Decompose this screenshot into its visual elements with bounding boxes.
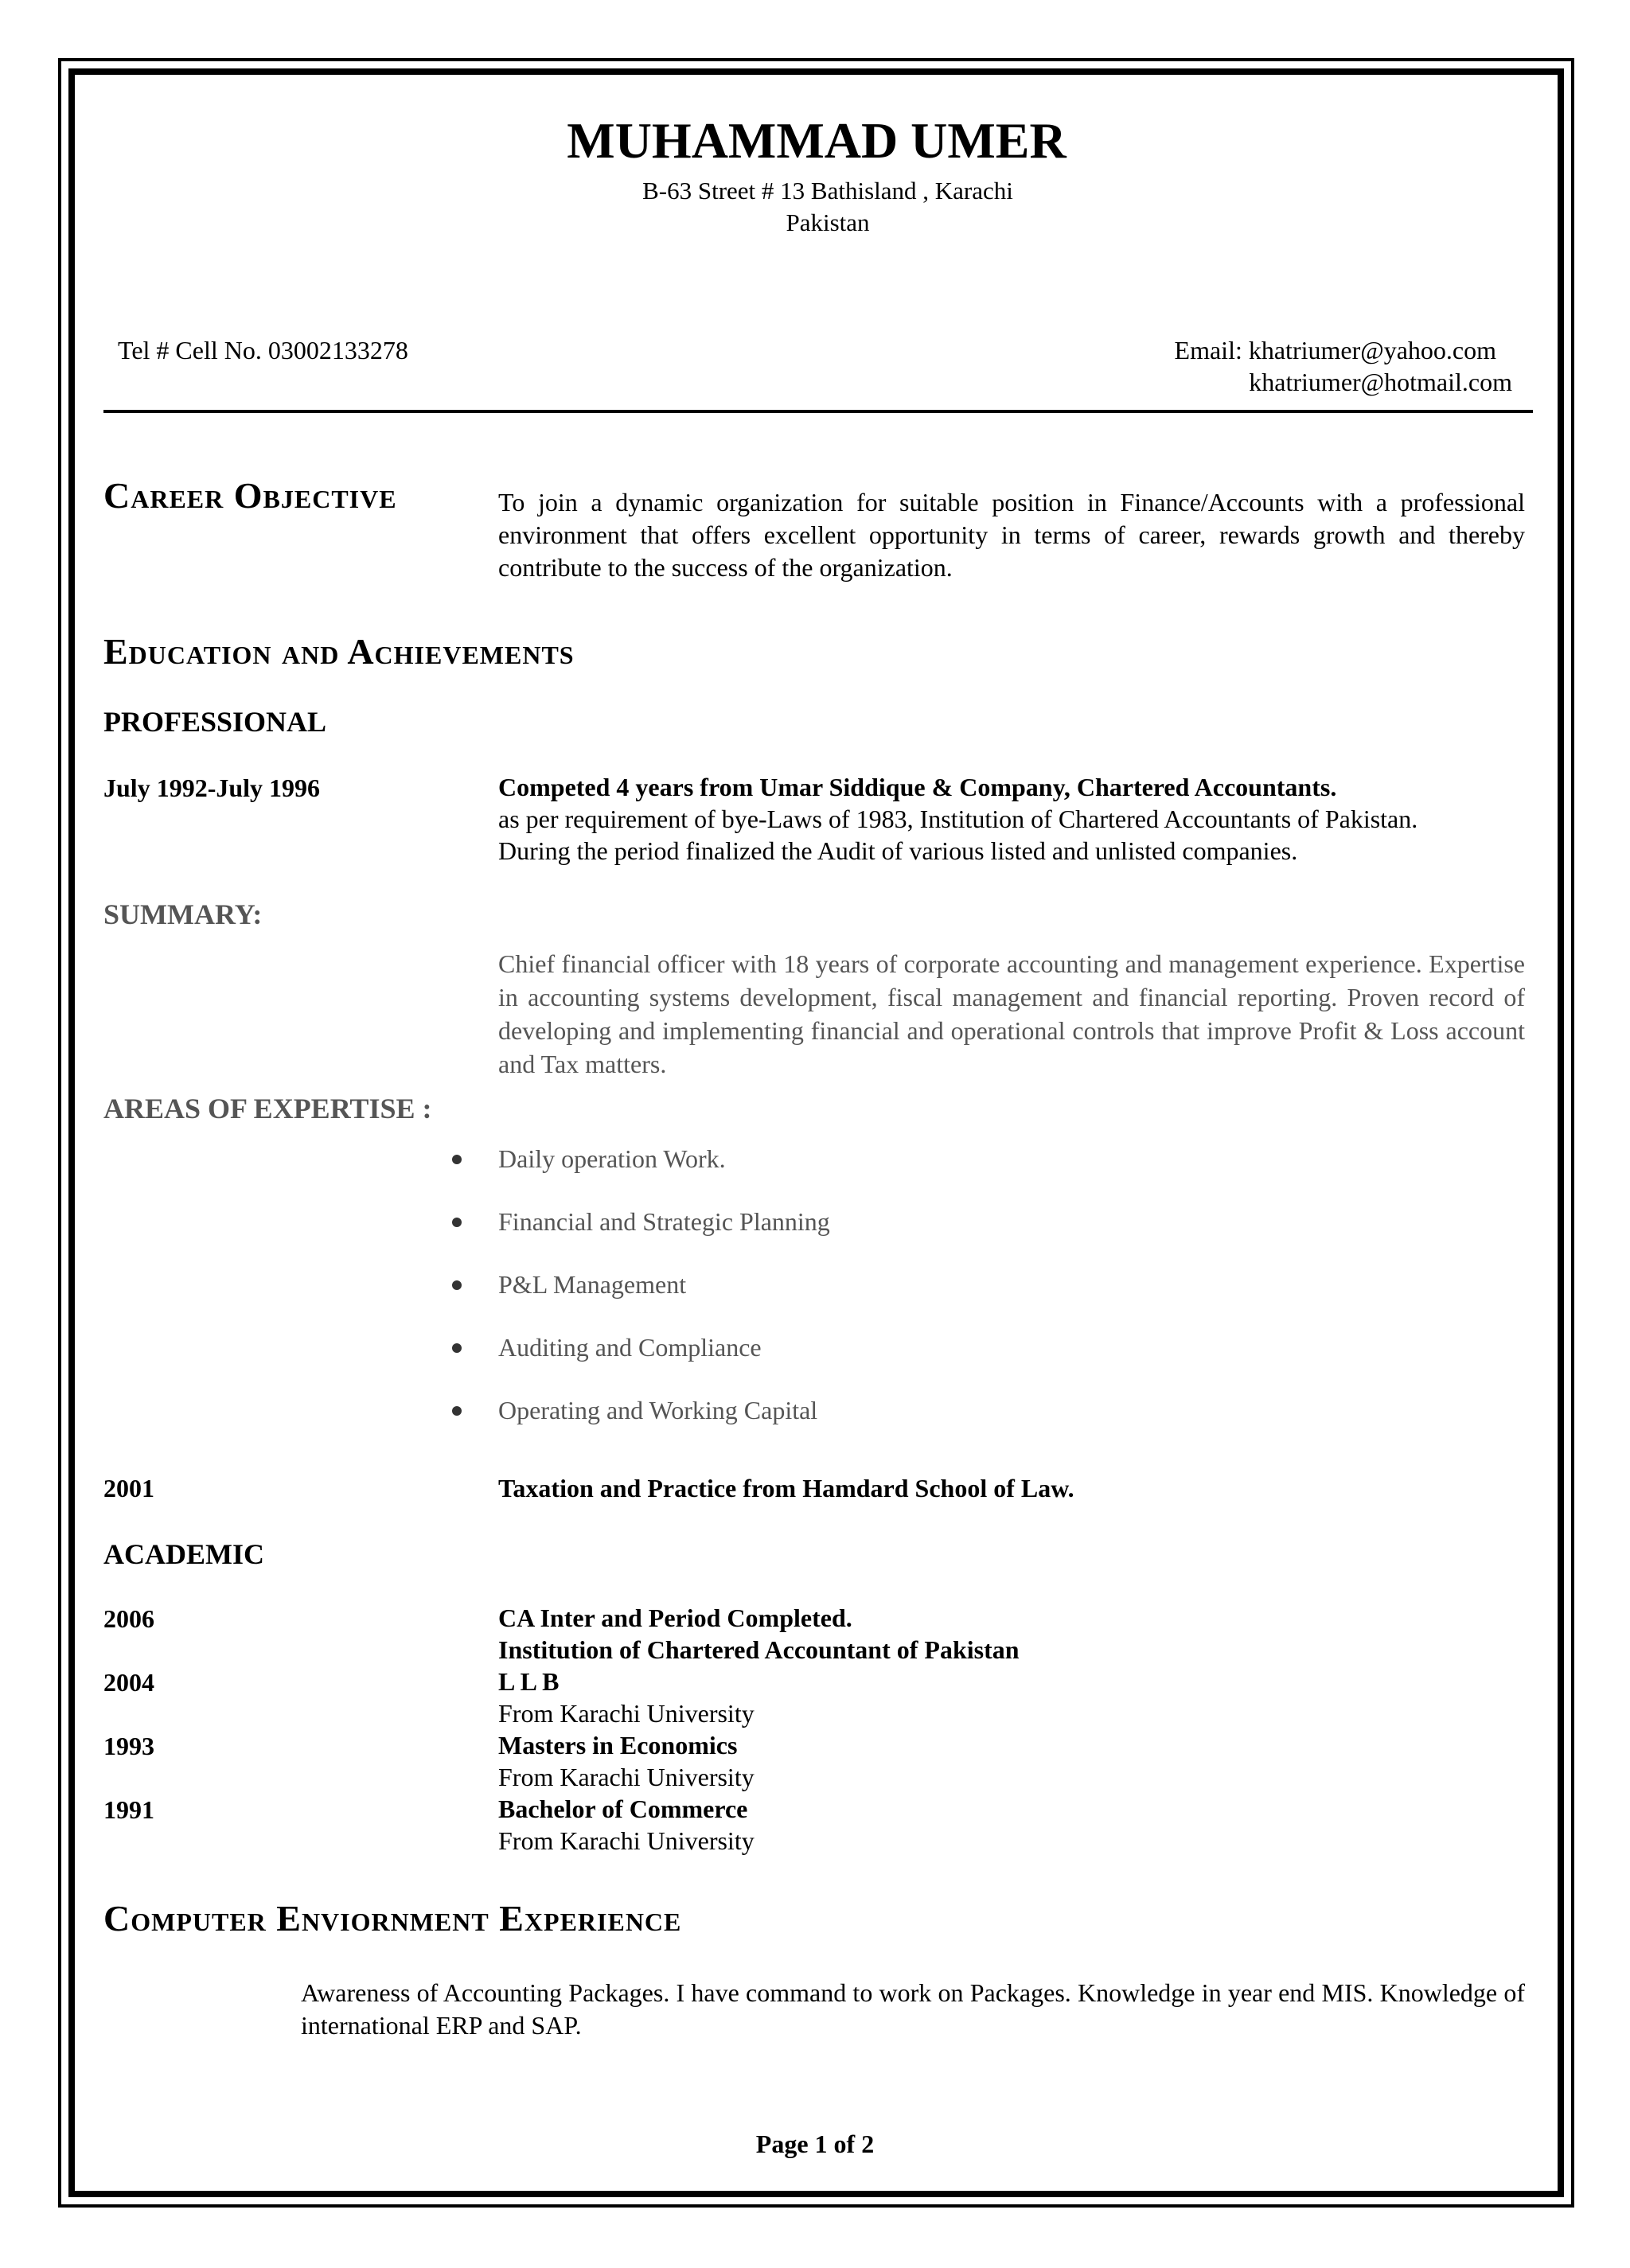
expertise-item: Operating and Working Capital bbox=[498, 1396, 818, 1424]
address-line-2: Pakistan bbox=[786, 208, 870, 236]
academic-line-2: Institution of Chartered Accountant of Pakistan bbox=[498, 1635, 1020, 1664]
telephone: Tel # Cell No. 03002133278 bbox=[118, 336, 408, 364]
address-line-1: B-63 Street # 13 Bathisland , Karachi bbox=[642, 177, 1013, 205]
professional-date: July 1992-July 1996 bbox=[103, 774, 321, 802]
education-title: Education and Achievements bbox=[103, 631, 575, 672]
career-objective-title: Career Objective bbox=[103, 475, 397, 516]
academic-line-2: From Karachi University bbox=[498, 1699, 755, 1728]
academic-line-1: Masters in Economics bbox=[498, 1731, 738, 1759]
bullet-icon bbox=[452, 1280, 462, 1290]
academic-year: 1993 bbox=[103, 1732, 154, 1760]
academic-line-2: From Karachi University bbox=[498, 1763, 755, 1791]
bullet-icon bbox=[452, 1406, 462, 1416]
expertise-item: Auditing and Compliance bbox=[498, 1333, 762, 1362]
page-number: Page 1 of 2 bbox=[755, 2130, 875, 2158]
professional-title: PROFESSIONAL bbox=[103, 706, 327, 738]
bullet-icon bbox=[452, 1218, 462, 1227]
resume-name: MUHAMMAD UMER bbox=[567, 112, 1067, 169]
academic-year: 2004 bbox=[103, 1668, 154, 1697]
bullet-icon bbox=[452, 1343, 462, 1353]
email-primary: Email: khatriumer@yahoo.com bbox=[1174, 336, 1496, 364]
academic-title: ACADEMIC bbox=[103, 1538, 264, 1570]
professional-heading: Competed 4 years from Umar Siddique & Company, Chartered Accountants. bbox=[498, 773, 1337, 801]
taxation-year: 2001 bbox=[103, 1474, 154, 1502]
email-secondary: khatriumer@hotmail.com bbox=[1249, 368, 1512, 396]
taxation-text: Taxation and Practice from Hamdard School of Law. bbox=[498, 1474, 1074, 1502]
professional-line-1: as per requirement of bye-Laws of 1983, Institution of Chartered Accountants of Pakistan. bbox=[498, 805, 1418, 833]
summary-title: SUMMARY: bbox=[103, 898, 263, 930]
expertise-title: AREAS OF EXPERTISE : bbox=[103, 1093, 432, 1124]
expertise-item: Daily operation Work. bbox=[498, 1144, 726, 1173]
professional-line-2: During the period finalized the Audit of various listed and unlisted companies. bbox=[498, 836, 1298, 865]
academic-year: 2006 bbox=[103, 1604, 154, 1633]
career-objective-text: To join a dynamic organization for suitable position in Finance/Accounts with a professional environment that offers excellent opportunity in terms of career, rewards growth and thereby contribute to the success of the organization. bbox=[498, 488, 1525, 582]
expertise-item: Financial and Strategic Planning bbox=[498, 1207, 830, 1236]
summary-text: Chief financial officer with 18 years of corporate accounting and management experience. Expertise in accounting systems development, fiscal management and financial reporting. Proven record of developing and implementing financial and operational controls that improve Profit & Loss account and Tax matters. bbox=[498, 949, 1525, 1078]
expertise-item: P&L Management bbox=[498, 1270, 687, 1299]
header-divider bbox=[103, 410, 1533, 413]
academic-year: 1991 bbox=[103, 1795, 154, 1824]
academic-line-1: L L B bbox=[498, 1667, 560, 1696]
academic-line-2: From Karachi University bbox=[498, 1826, 755, 1855]
computer-title: Computer Enviornment Experience bbox=[103, 1898, 682, 1939]
bullet-icon bbox=[452, 1155, 462, 1164]
academic-line-1: CA Inter and Period Completed. bbox=[498, 1604, 852, 1632]
computer-text: Awareness of Accounting Packages. I have command to work on Packages. Knowledge in year end MIS. Knowledge of international ERP and SAP. bbox=[301, 1978, 1525, 2040]
academic-line-1: Bachelor of Commerce bbox=[498, 1795, 748, 1823]
